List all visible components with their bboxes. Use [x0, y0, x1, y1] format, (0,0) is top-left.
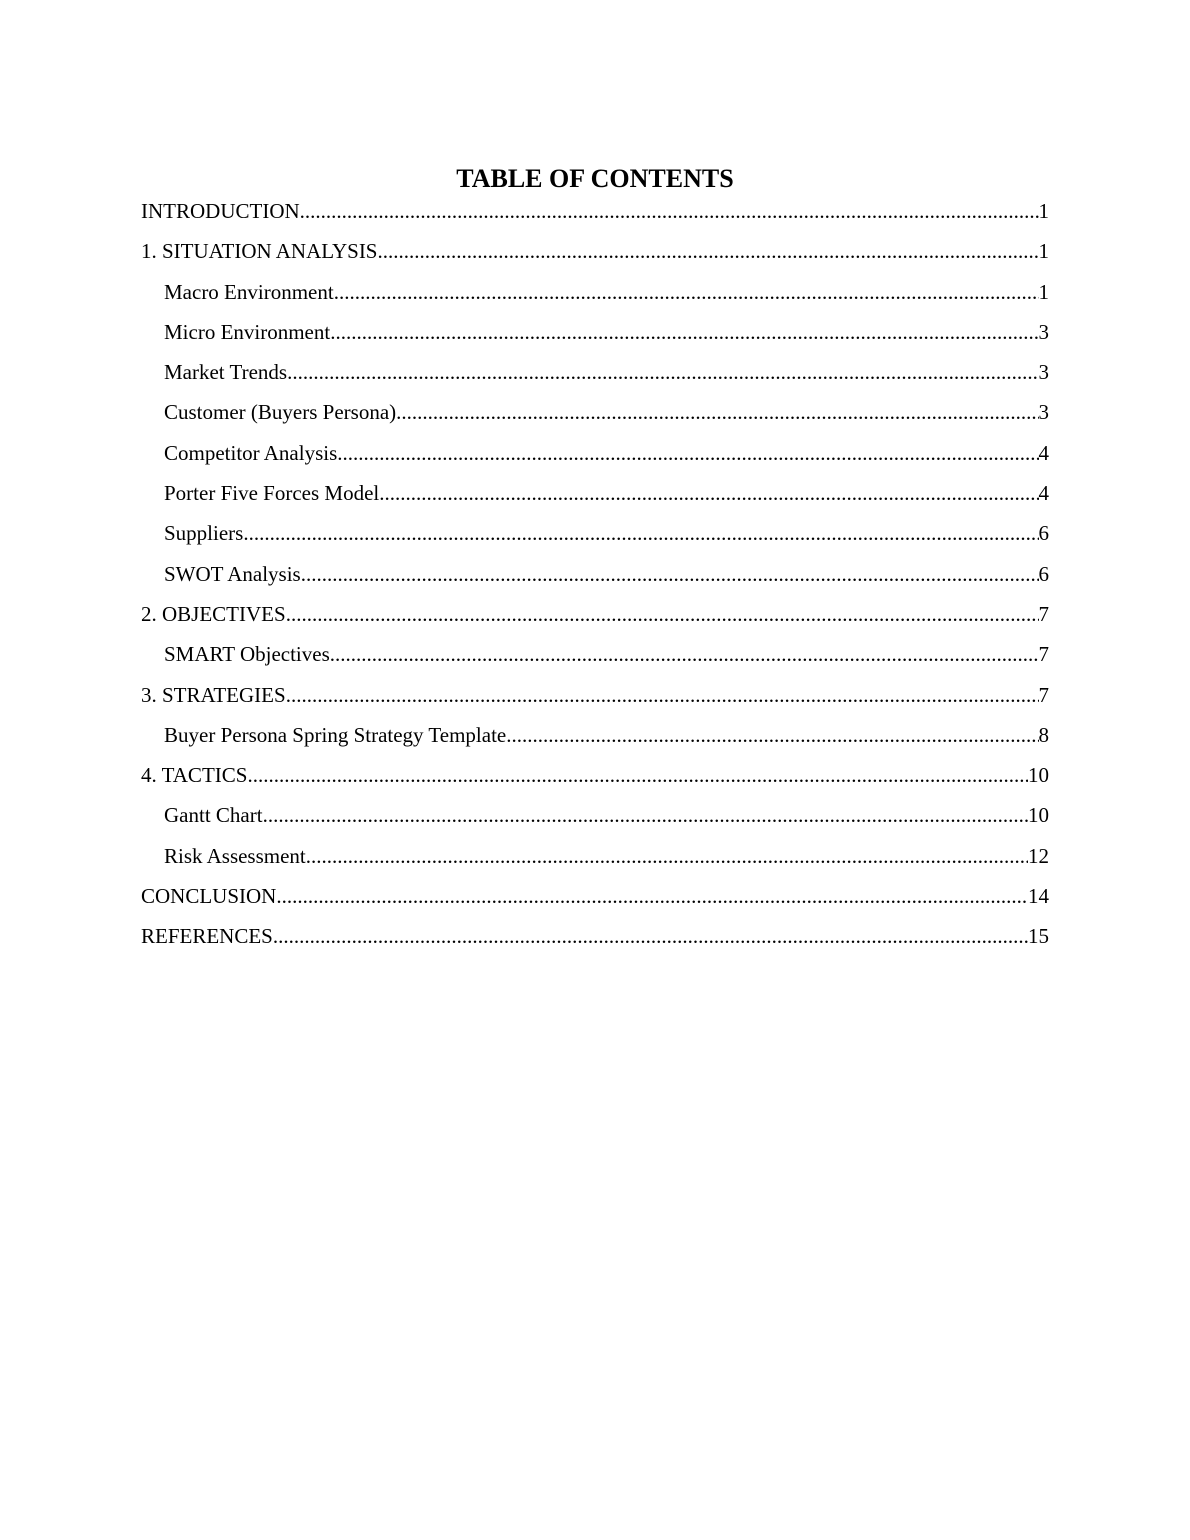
- toc-entry-page-number: 6: [1038, 521, 1049, 546]
- toc-entry[interactable]: [141, 277, 1049, 317]
- toc-entry-label: Market Trends: [164, 360, 288, 385]
- toc-entry-label: Porter Five Forces Model: [164, 481, 380, 506]
- toc-entry[interactable]: [141, 478, 1049, 518]
- toc-entry[interactable]: [141, 841, 1049, 881]
- toc-entry[interactable]: [141, 921, 1049, 961]
- toc-dot-leader: [306, 841, 1028, 871]
- toc-entry[interactable]: [141, 639, 1049, 679]
- toc-entry-page-number: 1: [1038, 199, 1049, 223]
- toc-entry[interactable]: [141, 357, 1049, 397]
- toc-dot-leader: [286, 680, 1039, 710]
- toc-entry-page-number: 1: [1038, 239, 1049, 264]
- toc-dot-leader: [273, 921, 1028, 951]
- toc-entry-label: Competitor Analysis: [164, 440, 338, 465]
- toc-entry-page-number: 4: [1038, 440, 1049, 465]
- toc-dot-leader: [506, 720, 1038, 750]
- toc-entry[interactable]: [141, 397, 1049, 437]
- toc-entry-page-number: 12: [1028, 843, 1049, 868]
- toc-dot-leader: [337, 438, 1038, 468]
- toc-dot-leader: [396, 397, 1038, 427]
- toc-entry-page-number: 6: [1038, 561, 1049, 586]
- toc-dot-leader: [276, 881, 1028, 911]
- toc-entry-label: Buyer Persona Spring Strategy Template: [164, 722, 507, 747]
- toc-dot-leader: [378, 236, 1039, 266]
- toc-dot-leader: [286, 599, 1039, 629]
- toc-entry-page-number: 3: [1038, 360, 1049, 385]
- toc-dot-leader: [334, 277, 1039, 307]
- toc-dot-leader: [301, 559, 1039, 589]
- toc-entry[interactable]: [141, 800, 1049, 840]
- toc-entry-label: REFERENCES: [141, 924, 273, 949]
- toc-entry[interactable]: [141, 236, 1049, 276]
- toc-entry-label: Customer (Buyers Persona): [164, 400, 397, 425]
- toc-entry-page-number: 10: [1028, 763, 1049, 788]
- toc-dot-leader: [243, 518, 1038, 548]
- toc-title: TABLE OF CONTENTS: [456, 164, 734, 193]
- toc-entry-label: SMART Objectives: [164, 642, 330, 667]
- toc-entry-page-number: 3: [1038, 400, 1049, 425]
- toc-entry[interactable]: [141, 559, 1049, 599]
- toc-entry[interactable]: [141, 760, 1049, 800]
- toc-entry-page-number: 7: [1038, 642, 1049, 667]
- toc-entry-label: 2. OBJECTIVES: [141, 601, 286, 626]
- toc-entry[interactable]: [141, 881, 1049, 921]
- toc-entry-page-number: 1: [1038, 279, 1049, 304]
- toc-dot-leader: [247, 760, 1028, 790]
- toc-entry[interactable]: [141, 680, 1049, 720]
- toc-entry-page-number: 7: [1038, 601, 1049, 626]
- toc-entry-page-number: 8: [1038, 722, 1049, 747]
- toc-entry-page-number: 15: [1028, 924, 1049, 949]
- toc-entry-label: Micro Environment: [164, 319, 331, 344]
- toc-entry[interactable]: [141, 518, 1049, 558]
- toc-entry-label: INTRODUCTION: [141, 199, 300, 223]
- toc-dot-leader: [300, 196, 1039, 226]
- toc-entry-page-number: 3: [1038, 319, 1049, 344]
- toc-entry[interactable]: [141, 317, 1049, 357]
- toc-entry-page-number: 4: [1038, 481, 1049, 506]
- toc-entry-label: Gantt Chart: [164, 803, 263, 828]
- toc-entry[interactable]: [141, 599, 1049, 639]
- toc-dot-leader: [330, 639, 1039, 669]
- toc-entry[interactable]: [141, 720, 1049, 760]
- toc-entry[interactable]: [141, 438, 1049, 478]
- toc-entry-label: 4. TACTICS: [141, 763, 248, 788]
- toc-entry[interactable]: [141, 196, 1049, 236]
- toc-entry-page-number: 14: [1028, 884, 1049, 909]
- toc-entry-label: 1. SITUATION ANALYSIS: [141, 239, 378, 264]
- toc-entry-label: 3. STRATEGIES: [141, 682, 286, 707]
- toc-entry-label: Suppliers: [164, 521, 244, 546]
- toc-entry-label: SWOT Analysis: [164, 561, 301, 586]
- toc-entry-label: Macro Environment: [164, 279, 334, 304]
- toc-dot-leader: [379, 478, 1038, 508]
- toc-dot-leader: [263, 800, 1028, 830]
- toc-dot-leader: [287, 357, 1038, 387]
- toc-entry-page-number: 7: [1038, 682, 1049, 707]
- toc-entry-label: Risk Assessment: [164, 843, 306, 868]
- toc-list: [141, 196, 1049, 962]
- toc-dot-leader: [330, 317, 1038, 347]
- toc-entry-page-number: 10: [1028, 803, 1049, 828]
- toc-entry-label: CONCLUSION: [141, 884, 277, 909]
